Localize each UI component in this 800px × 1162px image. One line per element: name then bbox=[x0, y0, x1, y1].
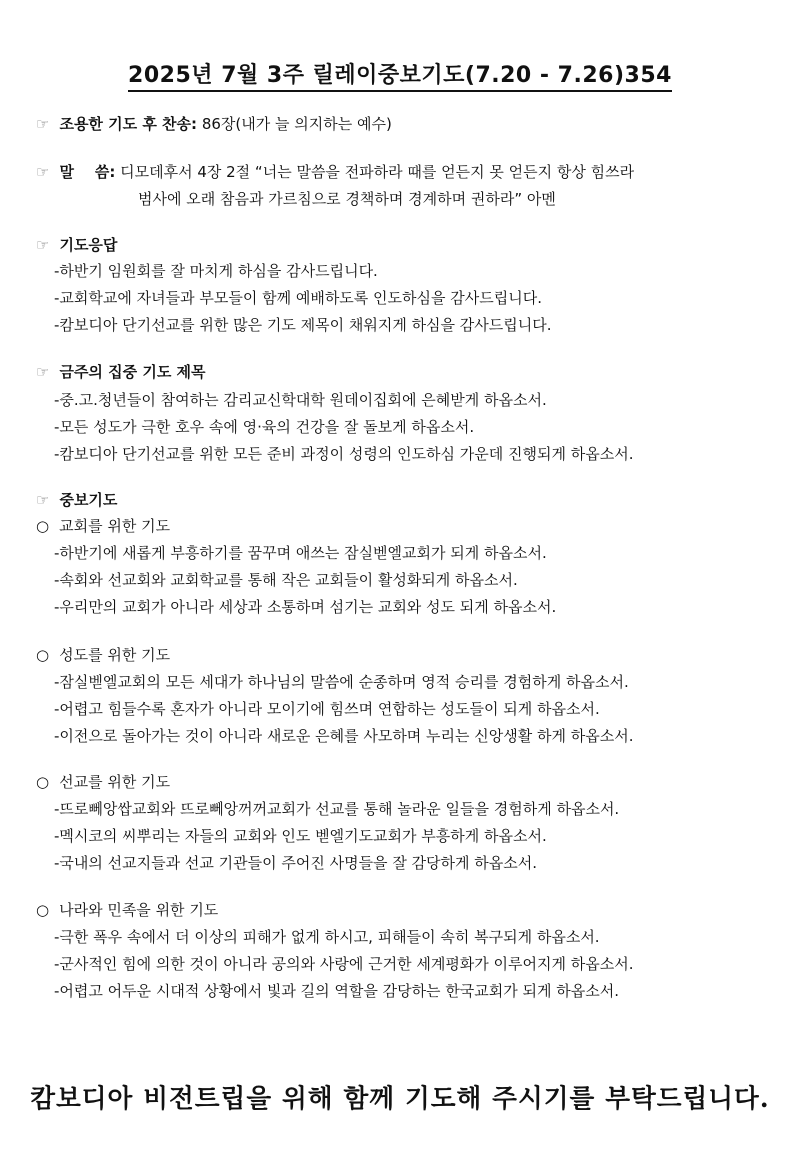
page-title-text: 2025년 7월 3주 릴레이중보기도(7.20 - 7.26)354 bbox=[128, 63, 672, 92]
prayer-item: -군사적인 힘에 의한 것이 아니라 공의와 사랑에 근거한 세계평화가 이루어지게 하옵소서. bbox=[54, 955, 634, 973]
intercession-label: 중보기도 bbox=[59, 491, 118, 509]
pointing-hand-icon: ☞ bbox=[36, 363, 50, 381]
answer-item: -캄보디아 단기선교를 위한 많은 기도 제목이 채워지게 하심을 감사드립니다. bbox=[54, 316, 552, 334]
pointing-hand-icon: ☞ bbox=[36, 236, 50, 254]
scripture-text-1: 디모데후서 4장 2절 “너는 말씀을 전파하라 때를 얻든지 못 얻든지 항상 힘쓰라 bbox=[120, 163, 635, 181]
focus-item: -캄보디아 단기선교를 위한 모든 준비 과정이 성령의 인도하심 가운데 진행되게 하옵소서. bbox=[54, 445, 634, 463]
pointing-hand-icon: ☞ bbox=[36, 491, 50, 509]
circle-bullet-icon: ○ bbox=[36, 773, 50, 791]
prayer-item: -어렵고 어두운 시대적 상황에서 빛과 길의 역할을 감당하는 한국교회가 되게 하옵소서. bbox=[54, 982, 620, 1000]
prayer-item: -멕시코의 씨뿌리는 자들의 교회와 인도 벧엘기도교회가 부흥하게 하옵소서. bbox=[54, 827, 547, 845]
group-heading-text: 성도를 위한 기도 bbox=[59, 646, 171, 664]
hymn-label: 조용한 기도 후 찬송: bbox=[59, 115, 198, 133]
scripture-label: 말 씀: bbox=[59, 163, 116, 181]
prayer-item: -뜨로뻬앙쌉교회와 뜨로뻬앙꺼꺼교회가 선교를 통해 놀라운 일들을 경험하게 하옵소서. bbox=[54, 800, 620, 818]
answers-label: 기도응답 bbox=[59, 236, 118, 254]
prayer-item: -국내의 선교지들과 선교 기관들이 주어진 사명들을 잘 감당하게 하옵소서. bbox=[54, 854, 538, 872]
group-heading-text: 선교를 위한 기도 bbox=[59, 773, 171, 791]
prayer-item: -잠실벧엘교회의 모든 세대가 하나님의 말씀에 순종하며 영적 승리를 경험하게 하옵소서. bbox=[54, 673, 629, 691]
prayer-item: -이전으로 돌아가는 것이 아니라 새로운 은혜를 사모하며 누리는 신앙생활 하게 하옵소서. bbox=[54, 727, 634, 745]
circle-bullet-icon: ○ bbox=[36, 646, 50, 664]
pointing-hand-icon: ☞ bbox=[36, 115, 50, 133]
prayer-item: -우리만의 교회가 아니라 세상과 소통하며 섬기는 교회와 성도 되게 하옵소서. bbox=[54, 598, 557, 616]
circle-bullet-icon: ○ bbox=[36, 517, 50, 535]
answers-heading bbox=[36, 235, 117, 255]
intercession-heading bbox=[36, 490, 117, 510]
scripture-line-2: 범사에 오래 참음과 가르침으로 경책하며 경계하며 권하라” 아멘 bbox=[138, 190, 556, 208]
answer-item: -하반기 임원회를 잘 마치게 하심을 감사드립니다. bbox=[54, 262, 378, 280]
group-heading-mission bbox=[36, 772, 170, 792]
page-title bbox=[0, 58, 800, 89]
prayer-item: -어렵고 힘들수록 혼자가 아니라 모이기에 힘쓰며 연합하는 성도들이 되게 하옵소서. bbox=[54, 700, 600, 718]
answer-item: -교회학교에 자녀들과 부모들이 함께 예배하도록 인도하심을 감사드립니다. bbox=[54, 289, 542, 307]
scripture-line-1 bbox=[36, 162, 634, 182]
footer-request: 캄보디아 비전트립을 위해 함께 기도해 주시기를 부탁드립니다. bbox=[30, 1084, 770, 1114]
group-heading-text: 교회를 위한 기도 bbox=[59, 517, 171, 535]
group-heading-text: 나라와 민족을 위한 기도 bbox=[59, 901, 219, 919]
group-heading-church bbox=[36, 516, 170, 536]
pointing-hand-icon: ☞ bbox=[36, 163, 50, 181]
focus-item: -모든 성도가 극한 호우 속에 영·육의 건강을 잘 돌보게 하옵소서. bbox=[54, 418, 475, 436]
hymn-text: 86장(내가 늘 의지하는 예수) bbox=[201, 115, 392, 133]
prayer-item: -하반기에 새롭게 부흥하기를 꿈꾸며 애쓰는 잠실벧엘교회가 되게 하옵소서. bbox=[54, 544, 547, 562]
focus-item: -중.고.청년들이 참여하는 감리교신학대학 원데이집회에 은혜받게 하옵소서. bbox=[54, 391, 547, 409]
circle-bullet-icon: ○ bbox=[36, 901, 50, 919]
prayer-item: -극한 폭우 속에서 더 이상의 피해가 없게 하시고, 피해들이 속히 복구되게 하옵소서. bbox=[54, 928, 600, 946]
hymn-line bbox=[36, 114, 392, 134]
prayer-item: -속회와 선교회와 교회학교를 통해 작은 교회들이 활성화되게 하옵소서. bbox=[54, 571, 518, 589]
group-heading-nation bbox=[36, 900, 218, 920]
focus-label: 금주의 집중 기도 제목 bbox=[59, 363, 206, 381]
focus-heading bbox=[36, 362, 206, 382]
group-heading-saints bbox=[36, 645, 170, 665]
